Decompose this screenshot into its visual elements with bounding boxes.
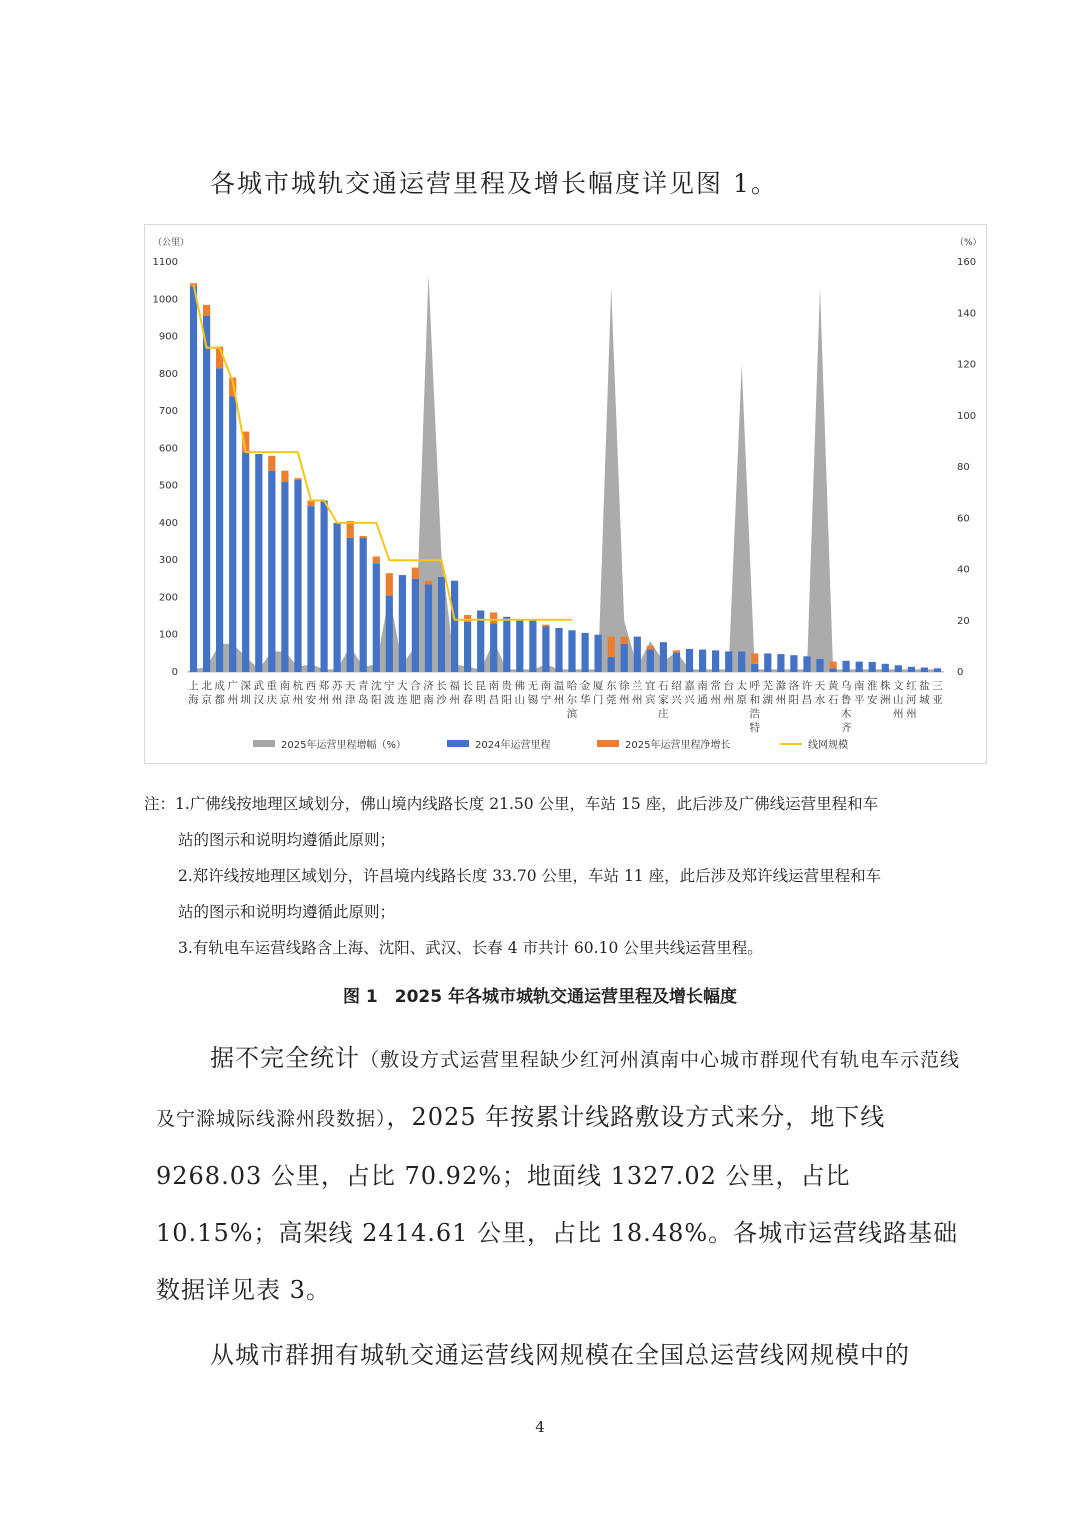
x-tick-label: 深圳 [240, 680, 251, 706]
bar-2024 [673, 653, 680, 672]
bar-2024 [621, 644, 628, 672]
page-number: 4 [535, 1418, 545, 1436]
y-left-tick-label: 200 [158, 592, 178, 604]
x-tick-label: 天水 [814, 680, 826, 706]
bar-2024 [777, 654, 784, 672]
bar-2024 [803, 656, 810, 672]
x-tick-label: 成都 [214, 680, 225, 706]
y-left-tick-label: 0 [171, 667, 178, 678]
bar-2024 [568, 630, 575, 672]
bar-2024 [268, 471, 275, 672]
bar-2024 [869, 662, 876, 672]
bar-2025-increase [621, 637, 628, 645]
x-tick-label: 淮安 [866, 680, 878, 706]
bar-2024 [634, 637, 641, 672]
x-tick-label: 哈尔滨 [566, 680, 578, 720]
x-tick-label: 杭州 [292, 680, 304, 706]
legend-label: 2024年运营里程 [475, 740, 551, 751]
legend-swatch [447, 740, 469, 747]
x-tick-label: 厦门 [592, 680, 604, 706]
x-tick-label: 无锡 [527, 680, 539, 706]
bar-2024 [399, 575, 406, 672]
bar-2024 [425, 584, 432, 672]
x-tick-label: 郑州 [318, 680, 330, 706]
x-tick-label: 广州 [227, 680, 238, 706]
bar-2024 [686, 649, 693, 672]
x-tick-label: 呼和浩特 [749, 680, 761, 734]
x-tick-label: 嘉兴 [684, 680, 695, 706]
y-right-tick-label: 80 [957, 462, 970, 473]
y-left-tick-label: 600 [158, 443, 178, 455]
y-left-tick-label: 800 [158, 368, 178, 380]
bar-2024 [412, 579, 419, 672]
y-right-tick-label: 100 [957, 410, 977, 422]
bar-2024 [555, 628, 562, 672]
para1-rest: ，2025 年按累计线路敷设方式来分，地下线 9268.03 公里，占比 70.92%；地面线 1327.02 公里，占比 10.15%；高架线 2414.61 公里，占比 18.48%。各城市运营线路基础数据详见表 3。 [156, 1103, 959, 1304]
x-tick-label: 苏州 [331, 680, 343, 706]
bar-2024 [334, 523, 341, 672]
x-tick-label: 宁波 [384, 680, 395, 706]
y-left-tick-label: 100 [158, 629, 178, 641]
bar-2024 [660, 642, 667, 672]
x-tick-label: 福州 [449, 680, 460, 706]
bar-2024 [438, 577, 445, 672]
x-tick-label: 株洲 [880, 680, 891, 706]
x-tick-label: 贵阳 [501, 680, 513, 706]
intro-text: 各城市城轨交通运营里程及增长幅度详见图 1。 [210, 169, 778, 198]
x-tick-label: 洛阳 [788, 680, 800, 706]
x-tick-label: 佛山 [514, 680, 526, 706]
x-tick-label: 黄石 [827, 680, 839, 706]
bar-2024 [712, 650, 719, 672]
bar-2025-increase [412, 568, 419, 579]
bar-2024 [764, 653, 771, 672]
bar-2024 [229, 396, 236, 672]
x-tick-label: 长沙 [436, 680, 447, 706]
bar-2025-increase [490, 612, 497, 623]
bar-2025-increase [294, 478, 301, 480]
note-3: 3.有轨电车运营线路含上海、沈阳、武汉、长春 4 市共计 60.10 公里共线运营里程。 [178, 939, 763, 957]
bar-2024 [255, 454, 262, 672]
bar-2024 [451, 581, 458, 672]
x-tick-label: 石家庄 [658, 680, 669, 720]
bar-2025-increase [425, 581, 432, 585]
x-tick-label: 西安 [305, 680, 317, 706]
bar-2024 [595, 635, 602, 672]
bar-2024 [843, 661, 850, 672]
x-tick-label: 常州 [710, 680, 721, 706]
bar-2024 [830, 668, 837, 672]
x-tick-label: 滁州 [775, 680, 787, 706]
note-2b: 站的图示和说明均遵循此原则； [178, 903, 396, 921]
bar-2024 [529, 619, 536, 672]
y-left-tick-label: 400 [158, 517, 178, 529]
x-tick-label: 南平 [853, 680, 865, 706]
bar-2024 [307, 506, 314, 672]
bar-2024 [216, 368, 223, 672]
bar-2024 [647, 650, 654, 672]
x-tick-label: 三亚 [932, 680, 943, 706]
y-left-tick-label: 900 [158, 331, 178, 343]
x-tick-label: 南通 [697, 680, 708, 706]
y-right-tick-label: 40 [957, 564, 970, 576]
x-tick-label: 太原 [736, 680, 747, 706]
x-tick-label: 重庆 [266, 680, 278, 706]
bar-2024 [503, 617, 510, 672]
para2-text: 从城市群拥有城轨交通运营线网规模在全国总运营线网规模中的 [210, 1341, 910, 1369]
bar-2025-increase [386, 573, 393, 595]
bar-2025-increase [203, 305, 210, 316]
x-tick-label: 南宁 [540, 680, 552, 706]
x-tick-label: 金华 [579, 680, 591, 706]
legend-swatch [597, 740, 619, 747]
note-2a: 2.郑许线按地理区域划分，许昌境内线路长度 33.70 公里，车站 11 座，此后涉及郑许线运营里程和车 [178, 867, 882, 885]
paragraph-city-clusters [156, 1327, 978, 1384]
y-right-tick-label: 0 [957, 667, 964, 678]
x-tick-label: 沈阳 [371, 680, 382, 706]
note-1b: 站的图示和说明均遵循此原则； [178, 831, 396, 849]
bar-2025-increase [360, 536, 367, 538]
bar-2024 [347, 538, 354, 672]
bar-2024 [242, 452, 249, 672]
y-left-tick-label: 1100 [152, 257, 178, 268]
x-tick-label: 长春 [462, 680, 473, 706]
x-tick-label: 徐州 [618, 680, 630, 706]
x-tick-label: 南京 [279, 680, 291, 706]
paragraph-statistics [156, 1030, 978, 1319]
x-tick-label: 天津 [344, 680, 356, 706]
bar-2025-increase [281, 471, 288, 482]
y-right-tick-label: 20 [957, 615, 970, 627]
bar-2024 [921, 668, 928, 673]
bar-2024 [751, 664, 758, 672]
bar-2024 [856, 662, 863, 672]
bar-2025-increase [673, 650, 680, 652]
x-tick-label: 昆明 [475, 680, 486, 706]
bar-2025-increase [608, 637, 615, 658]
figure-1-chart [144, 224, 987, 764]
x-tick-label: 温州 [553, 680, 565, 706]
bar-2024 [321, 501, 328, 673]
x-tick-label: 许昌 [801, 680, 813, 706]
bar-2024 [882, 664, 889, 672]
x-tick-label: 武汉 [253, 680, 265, 706]
bar-2024 [608, 657, 615, 672]
bar-2024 [360, 538, 367, 672]
figure-notes [144, 786, 994, 966]
bar-2024 [542, 627, 549, 673]
bar-2024 [190, 286, 197, 672]
chart-svg [145, 225, 986, 763]
bar-2024 [464, 622, 471, 672]
y-right-tick-label: 60 [957, 513, 970, 525]
bar-2025-increase [373, 557, 380, 565]
bar-2025-increase [268, 456, 275, 471]
figure-caption: 图 1 2025 年各城市城轨交通运营里程及增长幅度 [343, 987, 737, 1007]
y-left-tick-label: 300 [158, 555, 178, 567]
y-left-tick-label: 500 [158, 480, 178, 492]
x-tick-label: 绍兴 [671, 680, 682, 706]
y-left-tick-label: 700 [158, 406, 178, 418]
bar-2024 [516, 620, 523, 672]
para1-parenthetical: （敷设方式运营里程缺少红河州滇南中心城市群现代有轨电车示范线及宁滁城际线滁州段数据） [156, 1049, 961, 1130]
bar-2024 [386, 596, 393, 672]
bar-2024 [790, 655, 797, 672]
legend-swatch [253, 740, 275, 747]
bar-2024 [908, 667, 915, 672]
y-right-tick-label: 140 [957, 308, 977, 320]
bar-2024 [281, 482, 288, 672]
para1-lead: 据不完全统计 [210, 1044, 360, 1072]
x-tick-label: 乌鲁木齐 [840, 680, 852, 734]
x-tick-label: 北京 [201, 680, 212, 706]
bar-2025-increase [647, 646, 654, 650]
bar-2024 [738, 652, 745, 673]
legend-label: 2025年运营里程增幅（%） [281, 740, 406, 751]
y-right-tick-label: 160 [957, 257, 977, 268]
bar-2025-increase [830, 662, 837, 669]
bar-2025-increase [542, 625, 549, 627]
bar-2024 [582, 633, 589, 672]
x-tick-label: 南昌 [488, 680, 499, 706]
x-tick-label: 芜湖 [762, 680, 774, 706]
x-tick-label: 宜宾 [645, 680, 656, 706]
legend-label: 线网规模 [808, 740, 848, 751]
bar-2024 [490, 624, 497, 673]
note-1a: 1.广佛线按地理区域划分，佛山境内线路长度 21.50 公里，车站 15 座，此后涉及广佛线运营里程和车 [175, 795, 879, 813]
y-left-axis-title: （公里） [153, 238, 190, 248]
x-tick-label: 盐城 [919, 680, 930, 706]
y-right-tick-label: 120 [957, 359, 977, 371]
legend-label: 2025年运营里程净增长 [625, 740, 731, 751]
x-tick-label: 东莞 [605, 680, 617, 706]
x-tick-label: 大连 [397, 680, 408, 706]
bar-2024 [895, 665, 902, 672]
bar-2024 [294, 480, 301, 672]
bar-2024 [725, 652, 732, 673]
x-tick-label: 红河州 [906, 680, 917, 720]
x-tick-label: 上海 [188, 680, 199, 706]
x-tick-label: 青岛 [357, 680, 369, 706]
bar-2024 [699, 650, 706, 672]
x-tick-label: 文山州 [893, 680, 904, 720]
x-tick-label: 兰州 [632, 680, 643, 706]
bar-2024 [373, 564, 380, 672]
x-tick-label: 济南 [423, 680, 434, 706]
bar-2024 [203, 316, 210, 672]
bar-2025-increase [751, 653, 758, 663]
notes-prefix: 注： [144, 795, 176, 813]
x-tick-label: 台州 [723, 680, 734, 706]
y-left-tick-label: 1000 [152, 294, 178, 306]
x-tick-label: 合肥 [410, 680, 421, 706]
y-right-axis-title: （%） [955, 238, 982, 248]
bar-2024 [816, 659, 823, 672]
network-scale-line [194, 284, 573, 619]
bar-2024 [934, 668, 941, 672]
